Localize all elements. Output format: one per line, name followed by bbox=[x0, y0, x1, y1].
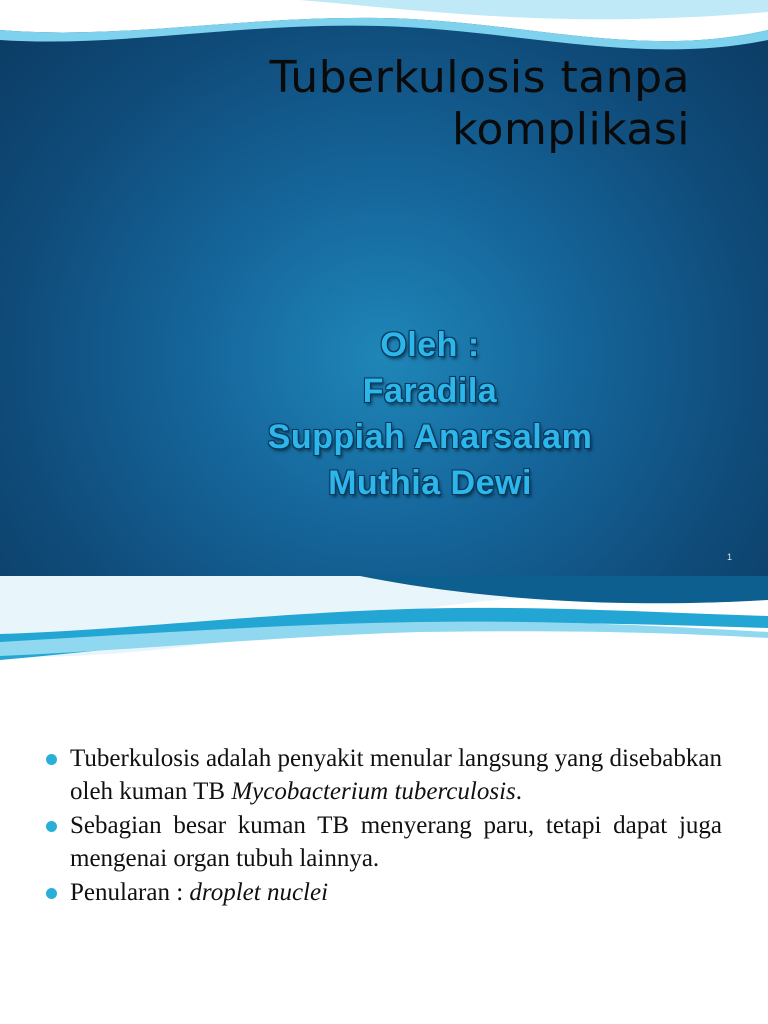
author-name: Muthia Dewi bbox=[328, 464, 532, 502]
wave-decoration bbox=[0, 576, 768, 676]
slide-title-line-2: komplikasi bbox=[452, 104, 690, 155]
bullet-italic-text: droplet nuclei bbox=[189, 879, 329, 906]
slide-number: 1 bbox=[726, 552, 732, 562]
slide-title bbox=[200, 52, 690, 156]
bullet-item bbox=[46, 809, 722, 875]
bullet-item bbox=[46, 742, 722, 808]
bullet-dot-icon bbox=[46, 754, 57, 765]
bullet-text: Tuberkulosis adalah penyakit menular langsung yang disebabkan oleh kuman TB bbox=[70, 745, 722, 805]
author-name: Suppiah Anarsalam bbox=[267, 418, 593, 456]
bullet-text: Sebagian besar kuman TB menyerang paru, tetapi dapat juga mengenai organ tubuh lainnya. bbox=[70, 812, 722, 872]
authors-block bbox=[180, 322, 680, 506]
bullet-item bbox=[46, 876, 722, 909]
bullet-italic-text: Mycobacterium tuberculosis bbox=[231, 778, 516, 805]
bullet-dot-icon bbox=[46, 821, 57, 832]
bullet-list bbox=[46, 742, 722, 910]
content-slide bbox=[0, 576, 768, 1024]
bullet-dot-icon bbox=[46, 888, 57, 899]
slide-title-line-1: Tuberkulosis tanpa bbox=[269, 52, 690, 103]
author-name: Faradila bbox=[362, 372, 498, 410]
bullet-suffix: . bbox=[515, 778, 523, 805]
authors-heading: Oleh : bbox=[380, 326, 480, 364]
bullet-text: Penularan : bbox=[70, 879, 190, 906]
